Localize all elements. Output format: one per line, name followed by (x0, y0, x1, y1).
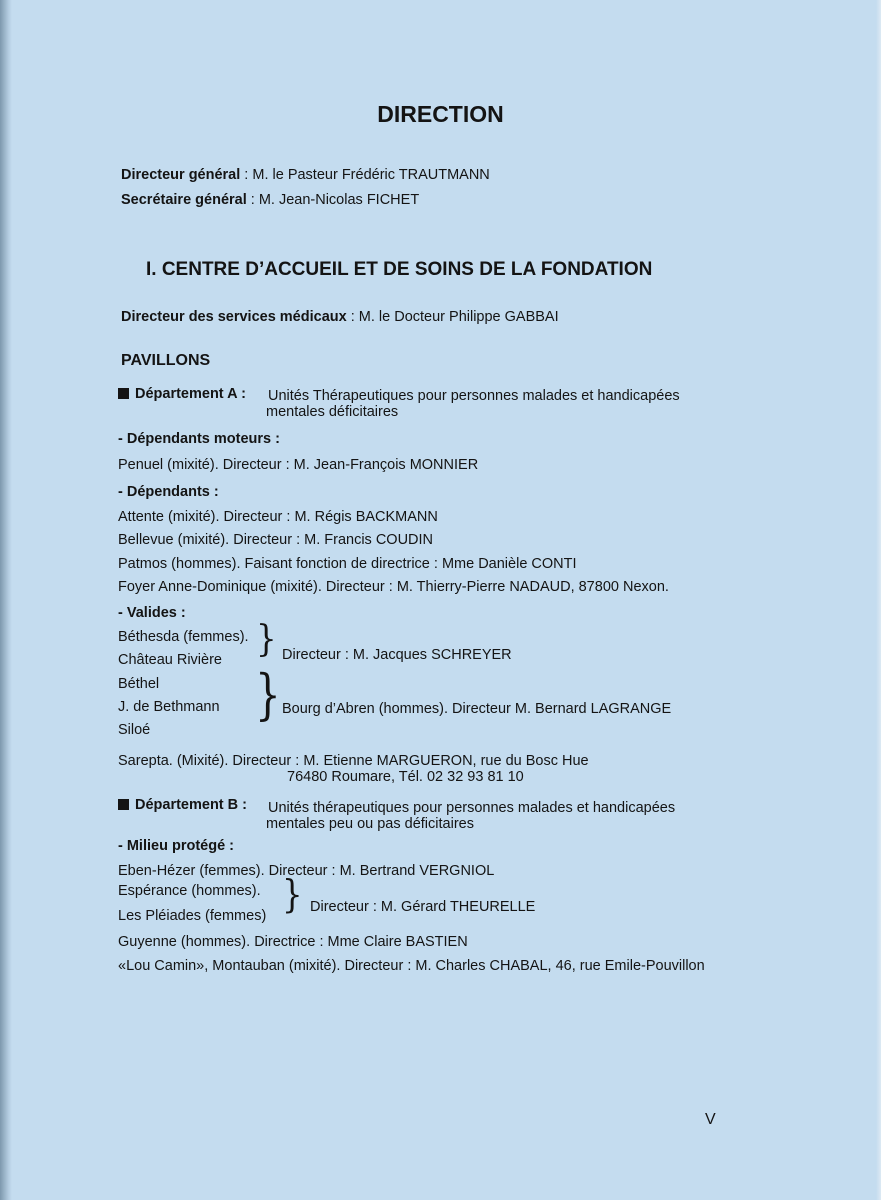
siloe-item: Siloé (118, 722, 151, 738)
secretary-general-value: : M. Jean-Nicolas FICHET (246, 192, 420, 208)
patmos-line: Patmos (hommes). Faisant fonction de directrice : Mme Danièle CONTI (118, 556, 577, 572)
department-b-line (118, 796, 247, 814)
department-b-label: Département B : (135, 797, 247, 813)
square-bullet-icon (118, 388, 129, 399)
right-brace-icon: } (255, 663, 281, 726)
medical-director-value: : M. le Docteur Philippe GABBAI (346, 309, 559, 325)
dependants-moteurs-heading: - Dépendants moteurs : (118, 431, 280, 447)
sarepta-line-1: Sarepta. (Mixité). Directeur : M. Etienne MARGUERON, rue du Bosc Hue (118, 753, 589, 769)
lagrange-director: Bourg d’Abren (hommes). Directeur M. Bernard LAGRANGE (282, 701, 672, 717)
right-brace-icon: } (256, 619, 277, 660)
chateau-riviere-item: Château Rivière (118, 652, 222, 668)
bethel-item: Béthel (118, 676, 160, 692)
medical-director-label: Directeur des services médicaux (121, 309, 347, 325)
schreyer-director: Directeur : M. Jacques SCHREYER (282, 647, 512, 663)
medical-director-line (121, 308, 559, 326)
director-general-label: Directeur général (121, 167, 241, 183)
department-b-desc-1: Unités thérapeutiques pour personnes malades et handicapées (268, 800, 676, 816)
square-bullet-icon (118, 799, 129, 810)
right-brace-icon: } (282, 872, 303, 916)
department-a-label: Département A : (135, 386, 246, 402)
page-title: DIRECTION (377, 101, 504, 127)
department-a-desc-1: Unités Thérapeutiques pour personnes malades et handicapées (268, 388, 680, 404)
department-b-desc-2: mentales peu ou pas déficitaires (266, 816, 474, 832)
secretary-general-line (121, 191, 419, 209)
theurelle-director: Directeur : M. Gérard THEURELLE (310, 899, 536, 915)
valides-heading: - Valides : (118, 605, 186, 621)
director-general-line (121, 166, 490, 184)
bethmann-item: J. de Bethmann (118, 699, 220, 715)
page-number: V (705, 1111, 716, 1128)
dependants-heading: - Dépendants : (118, 484, 219, 500)
pavillons-heading: PAVILLONS (121, 352, 211, 369)
bethesda-item: Béthesda (femmes). (118, 629, 249, 645)
foyer-anne-dominique-line: Foyer Anne-Dominique (mixité). Directeur : M. Thierry-Pierre NADAUD, 87800 Nexon. (118, 579, 669, 595)
penuel-line: Penuel (mixité). Directeur : M. Jean-François MONNIER (118, 457, 479, 473)
guyenne-line: Guyenne (hommes). Directrice : Mme Claire BASTIEN (118, 934, 468, 950)
sarepta-line-2: 76480 Roumare, Tél. 02 32 93 81 10 (287, 769, 524, 785)
page-right-edge (876, 0, 881, 1200)
department-a-desc-2: mentales déficitaires (266, 404, 399, 420)
section-heading: I. CENTRE D’ACCUEIL ET DE SOINS DE LA FONDATION (146, 259, 653, 280)
milieu-protege-heading: - Milieu protégé : (118, 838, 234, 854)
lou-camin-line: «Lou Camin», Montauban (mixité). Directeur : M. Charles CHABAL, 46, rue Emile-Pouvillon (118, 958, 705, 974)
pleiades-item: Les Pléiades (femmes) (118, 908, 267, 924)
esperance-item: Espérance (hommes). (118, 883, 261, 899)
attente-line: Attente (mixité). Directeur : M. Régis BACKMANN (118, 509, 438, 525)
director-general-value: : M. le Pasteur Frédéric TRAUTMANN (240, 167, 490, 183)
department-a-line (118, 385, 246, 403)
bellevue-line: Bellevue (mixité). Directeur : M. Francis COUDIN (118, 532, 434, 548)
secretary-general-label: Secrétaire général (121, 192, 247, 208)
eben-hezer-line: Eben-Hézer (femmes). Directeur : M. Bertrand VERGNIOL (118, 863, 495, 879)
page-binding-edge (0, 0, 12, 1200)
